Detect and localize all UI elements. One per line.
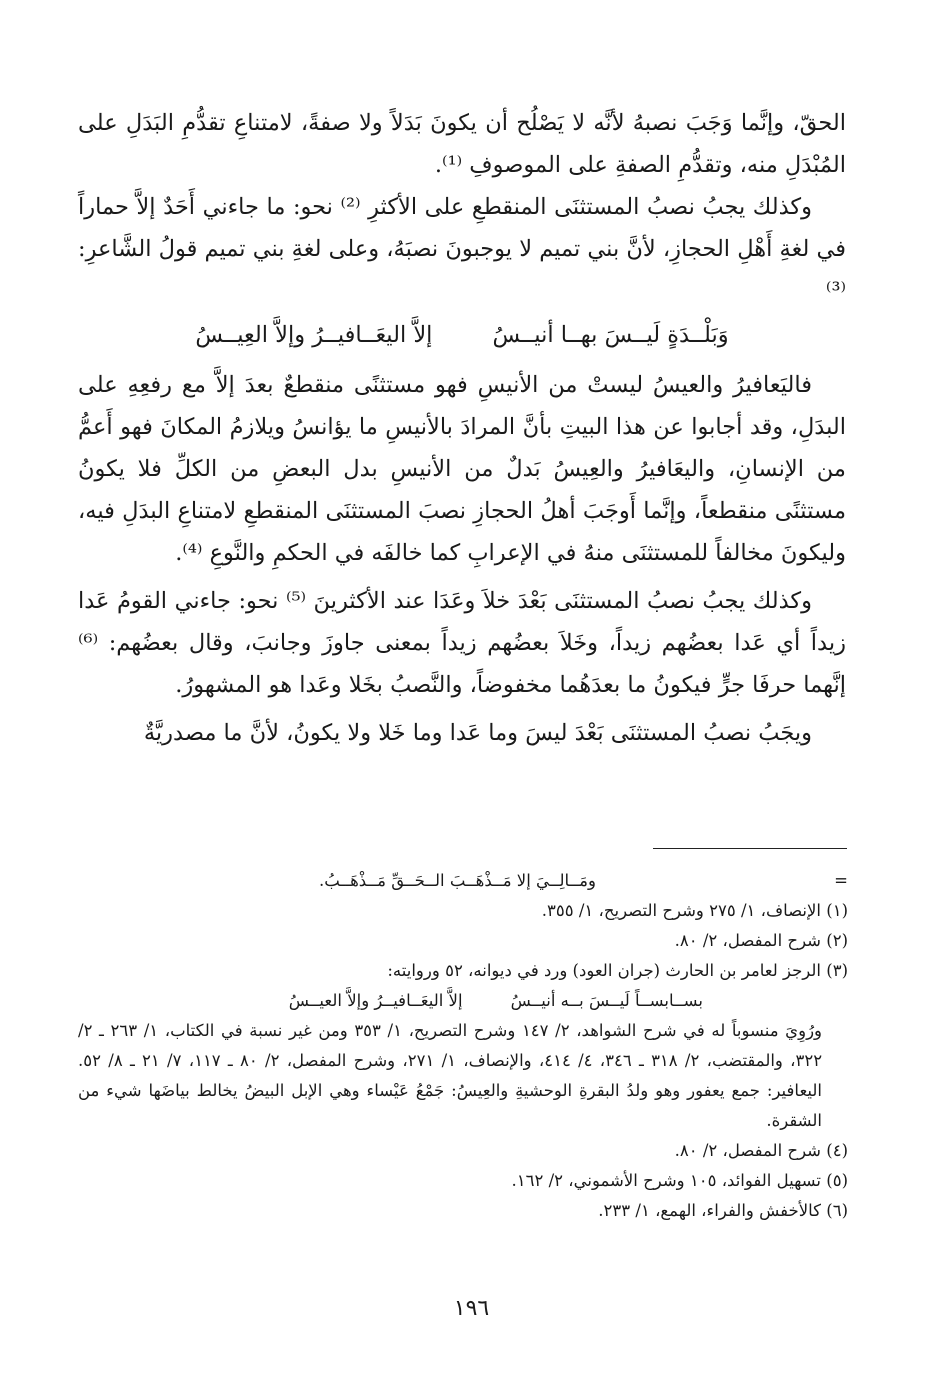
footnote-5: (٥) تسهيل الفوائد، ١٠٥ وشرح الأشموني، ٢/ ١٦٢. (511, 1171, 848, 1190)
continuation-verse: ومَــالِــيَ إلا مَــذْهَــبَ الــحَــقِّ مَــذْهَــبُ. (318, 871, 596, 890)
verse-first-hemistich: وَبَلْــدَةٍ لَيــسَ بهــا أنيــسُ (492, 322, 729, 348)
footnote-2: (٢) شرح المفصل، ٢/ ٨٠. (674, 931, 848, 950)
footnote-3-verse-second: إلاَّ اليعَــافيــرُ وإلاَّ العيــسُ (288, 991, 463, 1010)
main-text (78, 102, 846, 754)
paragraph-4: وكذلك يجبُ نصبُ المستثنَى بَعْدَ خلاَ وعَدَا عند الأكثرينَ ⁽⁵⁾ نحو: جاءني القومُ عَدا زيداً أي عَدا بعضُهم زيداً، وخَلاَ بعضُهم زيداً بمعنى جاوزَ وجانبَ، وقال بعضُهم: ⁽⁶⁾ إنَّهما حرفَا جرٍّ فيكونُ ما بعدَهُما مخفوضاً، والنَّصبُ بخَلا وعَدا هو المشهورُ. (78, 588, 846, 698)
paragraph-5: ويجَبُ نصبُ المستثنَى بَعْدَ ليسَ وما عَدا وما خَلا ولا يكونُ، لأنَّ ما مصدريَّةٌ (143, 720, 812, 746)
paragraph-1: الحقّ، وإنَّما وَجَبَ نصبهُ لأنَّه لا يَصْلُح أن يكونَ بَدَلاً ولا صفةً، لامتناعِ تقدُّمِ البَدَلِ على المُبْدَلِ منه، وتقدُّمِ الصفةِ على الموصوفِ ⁽¹⁾. (78, 110, 846, 178)
footnote-3-verse-first: بســابســاً لَيــسَ بــه أنيــسُ (510, 991, 703, 1010)
footnote-continuation (78, 866, 848, 896)
footnote-3-verse (78, 986, 848, 1016)
footnote-divider (653, 848, 847, 849)
verse-second-hemistich: إلاَّ اليعَــافيــرُ وإلاَّ العِيــسُ (195, 322, 433, 348)
paragraph-3: فاليَعافيرُ والعيسُ ليستْ من الأنيسِ فهو مستثنًى منقطعٌ بعدَ إلاَّ مع رفعِهِ على البدَلِ، وقد أجابوا عن هذا البيتِ بأنَّ المرادَ بالأنيسِ ما يؤانسُ ويلازمُ المكانَ فهو أَعمُّ من الإنسانِ، واليعَافيرُ والعِيسُ بَدلٌ من الأنيسِ بدل البعضِ من الكلِّ فلا يكونُ مستثنًى منقطعاً، وإنَّما أَوجَبَ أهلُ الحجازِ نصبَ المستثنَى المنقطعِ لامتناعِ البدَلِ فيه، وليكونَ مخالفاً للمستثنَى منهُ في الإعرابِ كما خالفَه في الحكمِ والنَّوعِ ⁽⁴⁾. (78, 372, 846, 566)
footnote-3-body: ورُوِيَ منسوباً له في شرح الشواهد، ٢/ ١٤٧ وشرح التصريح، ١/ ٣٥٣ ومن غير نسبة في الكتاب، ١/ ٢٦٣ ـ ٢/ ٣٢٢، والمقتضب، ٢/ ٣١٨ ـ ٣٤٦، ٤/ ٤١٤، والإنصاف، ١/ ٢٧١، وشرح المفصل، ٢/ ٨٠ ـ ١١٧، ٧/ ٢١ ـ ٨/ ٥٢. اليعافير: جمع يعفور وهو ولدُ البقرةِ الوحشيةِ والعِيسُ: جَمْعُ عَيْساء وهي الإبل البيضُ يخالط بياضَها شيء من الشقرة. (78, 1021, 823, 1130)
footnotes (78, 866, 848, 1226)
footnote-1: (١) الإنصاف، ١/ ٢٧٥ وشرح التصريح، ١/ ٣٥٥. (541, 901, 848, 920)
footnote-4: (٤) شرح المفصل، ٢/ ٨٠. (674, 1141, 848, 1160)
continuation-mark: = (834, 871, 848, 890)
footnote-3: (٣) الرجز لعامر بن الحارث (جران العود) ورد في ديوانه، ٥٢ وروايته: (387, 961, 848, 980)
paragraph-2: وكذلك يجبُ نصبُ المستثنَى المنقطعِ على الأكثرِ ⁽²⁾ نحو: ما جاءني أَحَدٌ إلاَّ حماراً في لغةِ أَهْلِ الحجازِ، لأنَّ بني تميم لا يوجبونَ نصبَهُ، وعلى لغةِ بني تميم قولُ الشَّاعرِ: ⁽³⁾ (78, 194, 846, 304)
page-number: ١٩٦ (453, 1296, 490, 1321)
poetry-verse (78, 314, 846, 356)
footnote-6: (٦) كالأخفش والفراء، الهمع، ١/ ٢٣٣. (598, 1201, 848, 1220)
